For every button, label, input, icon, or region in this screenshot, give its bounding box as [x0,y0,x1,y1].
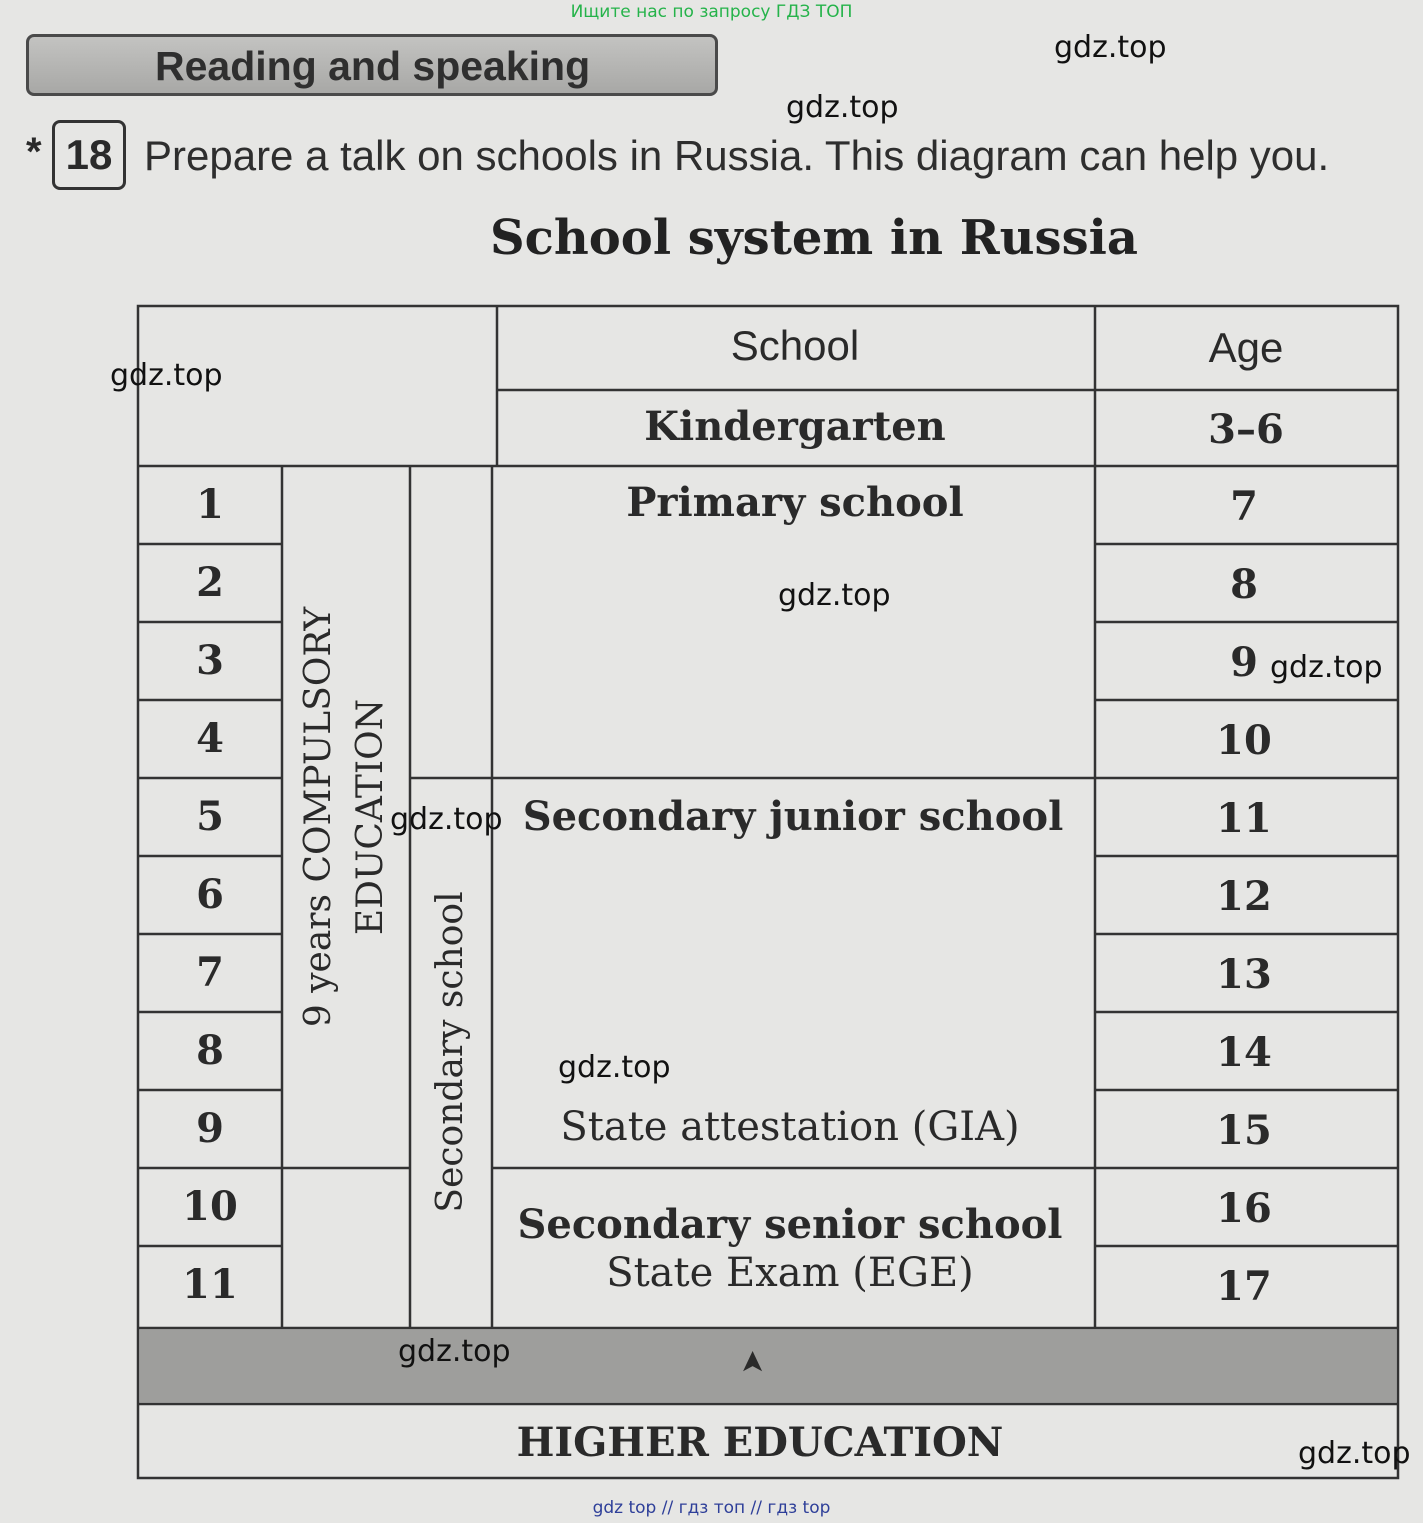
diagram-title: School system in Russia [490,210,1138,266]
watermark: gdz.top [398,1334,511,1369]
age-number: 17 [1216,1263,1272,1310]
compulsory-line2: EDUCATION [350,698,391,936]
kindergarten-label: Kindergarten [644,403,946,450]
watermark: gdz.top [1298,1436,1411,1471]
secondary-school-label: Secondary school [430,891,471,1213]
age-number: 12 [1216,873,1272,920]
age-number: 15 [1216,1107,1272,1154]
state-attestation-label: State attestation (GIA) [560,1104,1020,1150]
state-exam-label: State Exam (EGE) [606,1250,974,1296]
watermark: gdz.top [110,358,223,393]
task-number-badge: 18 [52,120,126,190]
age-number: 9 [1230,639,1258,686]
section-title: Reading and speaking [155,43,591,89]
watermark: gdz.top [1054,30,1167,65]
grade-number: 8 [196,1027,224,1074]
watermark: gdz.top [558,1050,671,1085]
grade-number: 5 [196,793,224,840]
grade-number: 11 [182,1261,238,1308]
watermark: gdz.top [390,802,503,837]
task-instruction: Prepare a talk on schools in Russia. This diagram can help you. [144,132,1330,179]
grade-number: 2 [196,559,224,606]
grade-number: 7 [196,949,224,996]
arrow-down-icon: ➤ [735,1349,770,1375]
top-search-note[interactable]: Ищите нас по запросу ГДЗ ТОП [570,2,853,22]
age-number: 14 [1216,1029,1272,1076]
header-school: School [730,322,860,369]
watermark: gdz.top [786,90,899,125]
grade-number: 4 [196,715,224,762]
grade-number: 3 [196,637,224,684]
secondary-senior-label: Secondary senior school [517,1201,1063,1248]
bottom-note[interactable]: gdz top // гдз топ // гдз top [592,1498,831,1518]
secondary-junior-label: Secondary junior school [522,793,1064,840]
age-number: 13 [1216,951,1272,998]
header-age: Age [1208,324,1284,371]
grade-number: 10 [182,1183,238,1230]
kindergarten-age: 3–6 [1208,406,1284,453]
primary-school-label: Primary school [626,479,964,526]
grade-number: 1 [196,481,224,528]
grade-number: 6 [196,871,224,918]
compulsory-line1: 9 years COMPULSORY [298,606,339,1028]
age-number: 16 [1216,1185,1272,1232]
watermark: gdz.top [1270,650,1383,685]
task-star-marker: * [26,130,42,174]
higher-education-label: HIGHER EDUCATION [516,1419,1004,1466]
grade-number: 9 [196,1105,224,1152]
age-number: 7 [1230,483,1258,530]
watermark: gdz.top [778,578,891,613]
age-number: 8 [1230,561,1258,608]
age-number: 11 [1216,795,1272,842]
age-number: 10 [1216,717,1272,764]
